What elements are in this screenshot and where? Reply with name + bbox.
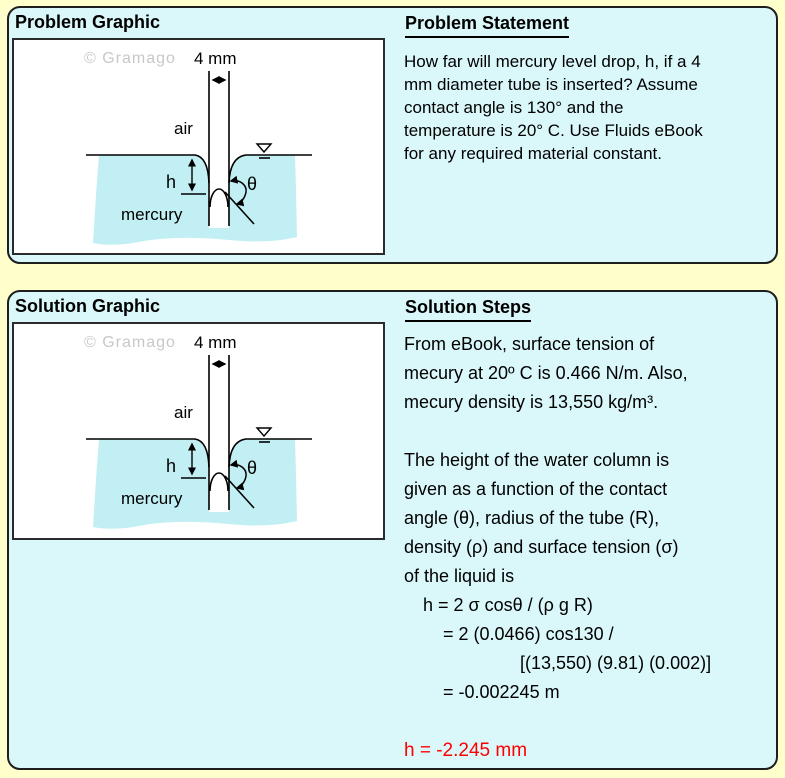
solution-diagram-box: [12, 322, 385, 540]
meniscus-dome: [210, 473, 228, 491]
mercury-region: [93, 155, 297, 245]
steps-line: mecury at 20º C is 0.466 N/m. Also,: [404, 363, 688, 383]
watermark-label: © Gramago: [84, 50, 176, 67]
meniscus-dome: [210, 189, 228, 207]
problem-panel: [7, 6, 778, 264]
solution-steps-text: [404, 330, 776, 765]
final-answer: h = -2.245 mm: [404, 740, 528, 761]
solution-graphic-title: Solution Graphic: [15, 296, 161, 316]
mercury-label: mercury: [121, 205, 183, 224]
theta-label: θ: [247, 174, 258, 194]
problem-statement-text: [404, 50, 774, 165]
statement-line: mm diameter tube is inserted? Assume: [404, 75, 698, 94]
theta-label: θ: [247, 458, 258, 478]
equation-line: = 2 (0.0466) cos130 /: [443, 624, 614, 644]
diameter-label: 4 mm: [194, 333, 237, 352]
problem-diagram-box: [12, 38, 385, 255]
steps-line: angle (θ), radius of the tube (R),: [404, 508, 660, 528]
steps-line: From eBook, surface tension of: [404, 334, 655, 354]
paragraph-spacer: [404, 707, 776, 736]
paragraph-spacer: [404, 417, 776, 446]
steps-line: mecury density is 13,550 kg/m³.: [404, 392, 659, 412]
air-label: air: [174, 403, 193, 422]
equation-line: = -0.002245 m: [443, 682, 560, 702]
diameter-label: 4 mm: [194, 49, 237, 68]
equation-line: h = 2 σ cosθ / (ρ g R): [423, 595, 593, 615]
statement-line: How far will mercury level drop, h, if a 4: [404, 52, 701, 71]
mercury-label: mercury: [121, 489, 183, 508]
steps-line: given as a function of the contact: [404, 479, 668, 499]
solution-steps-title: Solution Steps: [405, 297, 531, 322]
h-label: h: [166, 456, 177, 476]
h-label: h: [166, 172, 177, 192]
watermark-label: © Gramago: [84, 334, 176, 351]
problem-statement-title: Problem Statement: [405, 13, 569, 38]
steps-line: of the liquid is: [404, 566, 515, 586]
mercury-region: [93, 439, 297, 529]
solution-panel: [7, 290, 778, 770]
statement-line: contact angle is 130° and the: [404, 98, 624, 117]
statement-line: temperature is 20° C. Use Fluids eBook: [404, 121, 703, 140]
steps-line: density (ρ) and surface tension (σ): [404, 537, 679, 557]
statement-line: for any required material constant.: [404, 144, 662, 163]
problem-graphic-title: Problem Graphic: [15, 12, 161, 32]
steps-line: The height of the water column is: [404, 450, 670, 470]
capillary-diagram: [14, 324, 383, 537]
air-label: air: [174, 119, 193, 138]
equation-line: [(13,550) (9.81) (0.002)]: [520, 653, 712, 673]
capillary-diagram: [14, 40, 383, 253]
